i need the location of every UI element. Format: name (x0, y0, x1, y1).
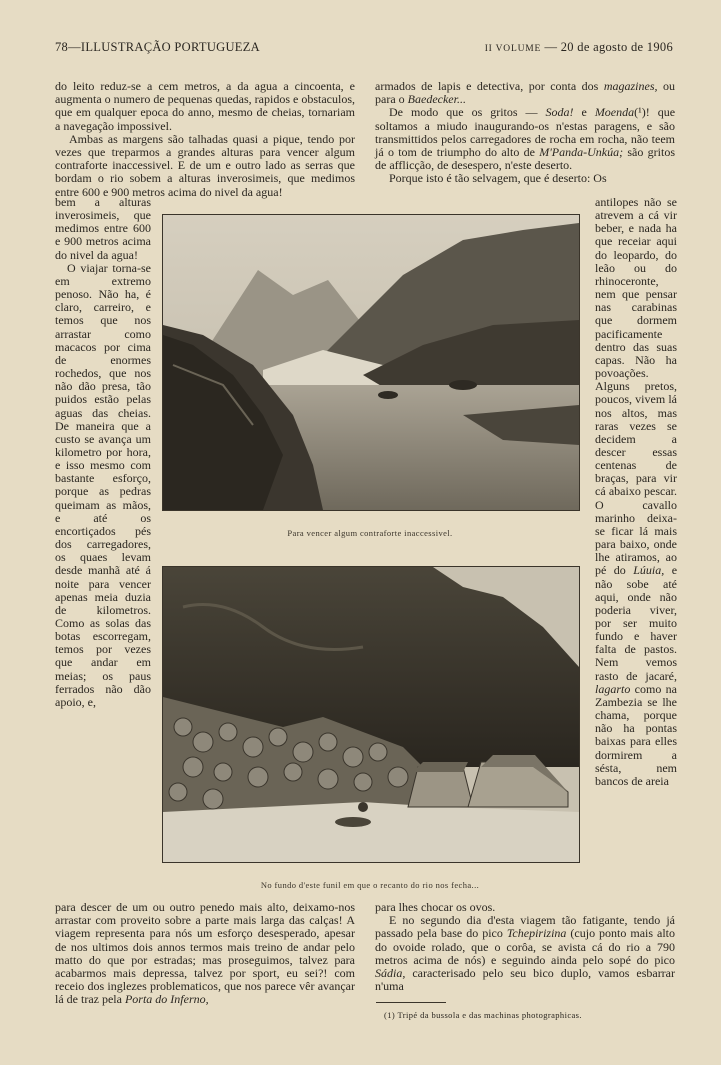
italic-run: Tchepirizina (506, 926, 567, 941)
photo2-caption: No fundo d'este funil em que o recanto do rio nos fecha... (260, 880, 480, 890)
text-run: (¹)! que soltamos a miudo inaugurando-os n'estas paragens, e são transmittidos pelos carregadores de rocha em rocha, não teem já o tom de triumpho do alto de (375, 105, 676, 160)
paragraph (375, 914, 675, 993)
footnote: (1) Tripé da bussola e das machinas photographicas. (384, 1010, 582, 1020)
italic-run: Soda! (545, 105, 574, 120)
italic-run: lagarto (595, 681, 631, 696)
paragraph-continuation: bem a alturas inverosimeis, que medimos entre 600 e 900 metros acima do nivel da agua! (55, 195, 151, 262)
text-run: são gritos de afflicção, de desespero, n'este deserto. (375, 145, 675, 173)
paragraph: para lhes chocar os ovos. (375, 900, 496, 914)
left-column-bottom (55, 901, 355, 1007)
page-number-title: 78—ILLUSTRAÇÃO PORTUGUEZA (55, 40, 261, 54)
text-run: E no segundo dia d'esta viagem tão fatigante, tendo já passado pela base do pico (375, 913, 675, 941)
photo-camp-tents (162, 566, 580, 863)
river-gorge-image (163, 215, 579, 510)
text-run: como na Zambezia se lhe chama, porque não ha pontas baixas para elles dormirem a sésta, nem bancos de areia (595, 681, 677, 788)
right-column-top (375, 80, 675, 185)
text-run: caracterisado pelo seu bico duplo, vamos esbarrar n'uma (375, 966, 676, 994)
volume-date (485, 40, 673, 55)
paragraph: O viajar torna-se em extremo penoso. Não ha, é claro, carreiro, e temos que nos arrastar como macacos por cima de enormes rochedos, que nos não dão presa, tão puidos estão pelas aguas das cheias. De maneira que a custo se avança um kilometro por hora, e isso mesmo com bastante esforço, porque as pedras queimam as mãos, e até os encortiçados pés dos carregadores, os quaes levam desde manhã até á noite para vencer apenas meia duzia de kilometros. Como as solas das botas escorregam, temos por vezes que andar em meias; os paus ferrados não dão apoio, e, (55, 260, 151, 709)
right-narrow-column (595, 196, 677, 900)
italic-run: M'Panda-Unkúa; (539, 145, 624, 160)
right-column-bottom (375, 901, 675, 993)
paragraph: do leito reduz-se a cem metros, a da agua a cincoenta, e augmenta o numero de pequenas quedas, rapidos e obstaculos, que em qualquer epoca do anno, mesmo de cheias, tornariam a navegação impossivel. (55, 79, 355, 133)
issue-date: — 20 de agosto de 1906 (544, 40, 673, 54)
photo1-caption: Para vencer algum contraforte inaccessivel. (287, 528, 453, 538)
photo-river-gorge (162, 214, 580, 511)
paragraph-start: Porque isto é tão selvagem, que é deserto: Os (389, 171, 607, 186)
text-run: e não sobe até aqui, onde não poderia viver, por ser muito fundo e haver falta de pastos. Nem vemos rasto de jacaré, (595, 563, 678, 683)
paragraph (375, 106, 675, 172)
paragraph: antilopes não se atrevem a cá vir beber, e nada ha que receiar aqui do leopardo, do leão ou do rhinoceronte, nem que pensar nas carabinas que dormem pacificamente dentro das suas capas. Não ha povoações. Alguns pretos, poucos, vivem lá nos altos, mas raras vezes se decidem a descer essas centenas de braças, para vir cá abaixo pescar. O cavallo marinho deixa-se ficar lá mais para baixo, onde lhe atiramos, ao pé do Lúuia, e não sobe até aqui, onde não poderia viver, por ser muito fundo e haver falta de pastos. Nem vemos rasto de jacaré, lagarto como na Zambezia se lhe chama, porque não ha pontas baixas para elles dormirem a sésta, nem bancos de areia (595, 195, 678, 788)
paragraph (375, 80, 675, 106)
italic-run: Sádia, (375, 966, 406, 981)
text-run: armados de lapis e detectiva, por conta dos (375, 79, 599, 93)
italic-run: Lúuia, (633, 563, 665, 578)
running-header (55, 40, 673, 60)
left-column-top (55, 79, 355, 199)
text-run: e (581, 105, 587, 120)
paragraph: Ambas as margens são talhadas quasi a pique, tendo por vezes que treparmos a grandes alturas para vencer algum contraforte inaccessivel. E de um e outro lado as serras que bordam o rio sobem a alturas inverosimeis, que medimos entre 600 e 900 metros acima do nivel da agua! (55, 131, 355, 199)
text-run: ou para o (375, 79, 676, 107)
footnote-rule (376, 1002, 446, 1003)
camp-tents-image (163, 567, 579, 862)
text-run: para descer de um ou outro penedo mais alto, deixamo-nos arrastar com proveito sobre a parte mais larga das calças! A viagem representa para nós um esforço desesperado, apesar de nos ultimos dois annos termos mais treino de andar pelo matto do que por estradas; mas proseguimos, talvez para acabarmos mais depressa, talvez por sport, eu sei?! com receio dos inglezes problematicos, que nos parece vêr avançar lá de traz pela (55, 900, 355, 1007)
text-run: De modo que os gritos — (389, 105, 538, 120)
italic-run: Porta do Inferno, (124, 992, 209, 1007)
paragraph (55, 901, 355, 1007)
volume-label: II VOLUME (484, 44, 542, 54)
italic-run: Baedecker... (407, 92, 466, 107)
italic-run: Moenda (594, 105, 635, 120)
text-run: (cujo ponto mais alto do ovoide rolado, que o corôa, se avista cá do rio a 790 metros acima de nós) e seguindo ainda pelo sopé do pico (375, 926, 676, 967)
left-narrow-column (55, 196, 151, 900)
italic-run: magazines, (603, 79, 658, 93)
